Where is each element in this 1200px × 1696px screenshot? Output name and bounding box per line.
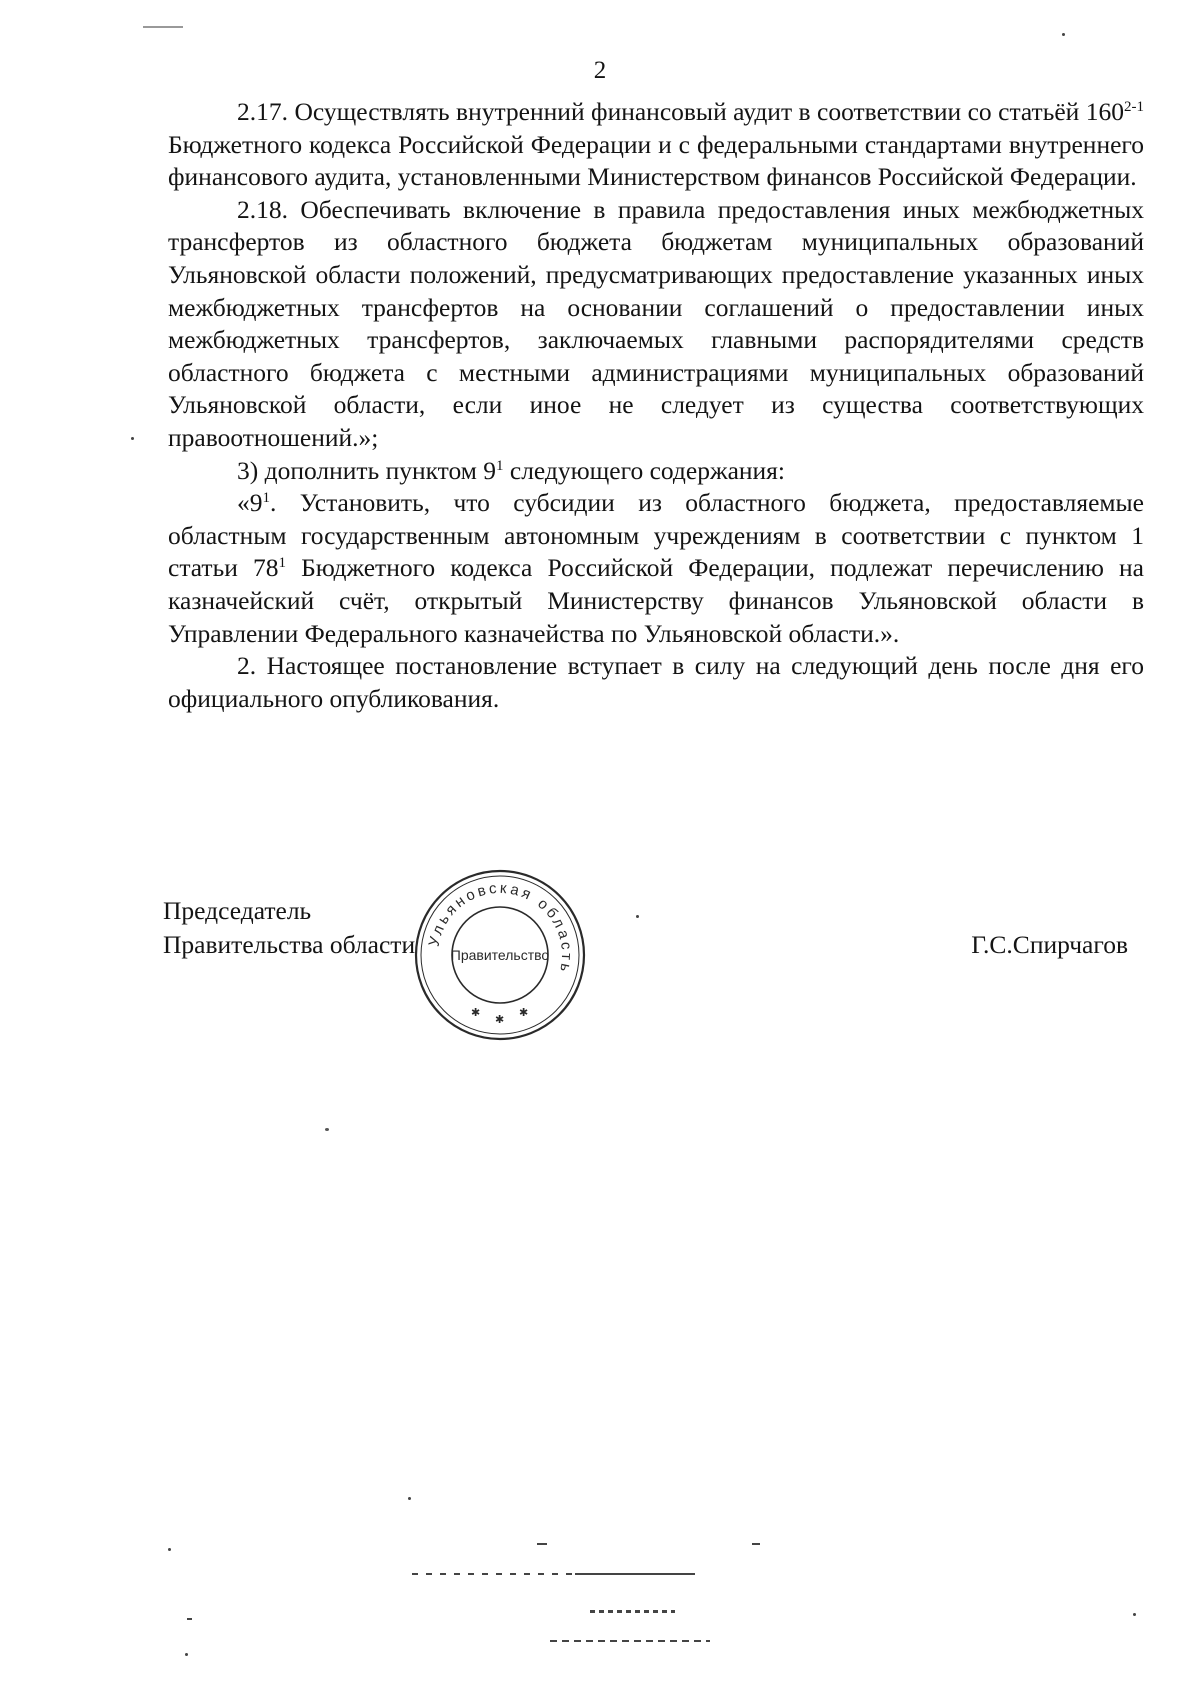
scan-artifact: [1133, 1613, 1136, 1616]
scan-artifact: [636, 915, 639, 918]
scan-artifact: [1062, 33, 1065, 36]
paragraph-item-9-1: «$9^1$. Установить, что субсидии из областного бюджета, предоставляемые областным государственным автономным учреждениям в соответствии с пунктом 1 статьи $78^1$ Бюджетного кодекса Российской Федерации, подлежат перечислению на казначейский счёт, открытый Министерству финансов Ульяновской области в Управлении Федерального казначейства по Ульяновской области.».: [168, 488, 1144, 648]
seal-center-text: Правительство: [450, 947, 550, 963]
scan-artifact: [575, 1573, 695, 1575]
scan-artifact: [131, 437, 134, 440]
seal-star-icon: ✱: [471, 1007, 481, 1019]
paragraph-2-17: 2.17. Осуществлять внутренний финансовый аудит в соответствии со статьёй 160$^{2-1}$ Бюджетного кодекса Российской Федерации и с федеральными стандартами внутреннего финансового аудита, установленными Министерством финансов Российской Федерации.: [168, 97, 1144, 192]
scan-artifact: [325, 1128, 329, 1131]
signatory-name: Г.С.Спирчагов: [971, 930, 1128, 959]
seal-ring-text: Ульяновская область: [425, 879, 576, 977]
scan-artifact: [168, 1548, 171, 1551]
paragraph-item-3: 3) дополнить пунктом $9^1$ следующего содержания:: [237, 455, 785, 485]
scan-artifact: [537, 1543, 547, 1545]
signatory-title-line1: Председатель: [163, 896, 312, 925]
page-number: 2: [593, 57, 607, 84]
scan-artifact: [590, 1610, 675, 1613]
scan-artifact: [408, 1497, 411, 1500]
signatory-title-line2: Правительства области: [163, 930, 416, 959]
scan-artifact: [187, 1618, 192, 1620]
seal-star-icon: ✱: [519, 1007, 529, 1019]
scan-artifact: [752, 1543, 760, 1545]
document-body: [168, 96, 1144, 715]
scan-artifact: [185, 1653, 188, 1656]
seal-star-icon: ✱: [495, 1014, 505, 1026]
scan-artifact: [143, 26, 183, 28]
paragraph-effective-date: 2. Настоящее постановление вступает в силу на следующий день после дня его официального опубликования.: [168, 651, 1144, 713]
signatory-title: [163, 894, 415, 962]
paragraph-2-18: 2.18. Обеспечивать включение в правила предоставления иных межбюджетных трансфертов из областного бюджета бюджетам муниципальных образований Ульяновской области положений, предусматривающих предоставление указанных иных межбюджетных трансфертов на основании соглашений о предоставлении иных межбюджетных трансфертов, заключаемых главными распорядителями средств областного бюджета с местными администрациями муниципальных образований Ульяновской области, если иное не следует из существа соответствующих правоотношений.»;: [168, 194, 1144, 452]
official-seal: [411, 866, 589, 1044]
scan-artifact: [550, 1640, 710, 1642]
